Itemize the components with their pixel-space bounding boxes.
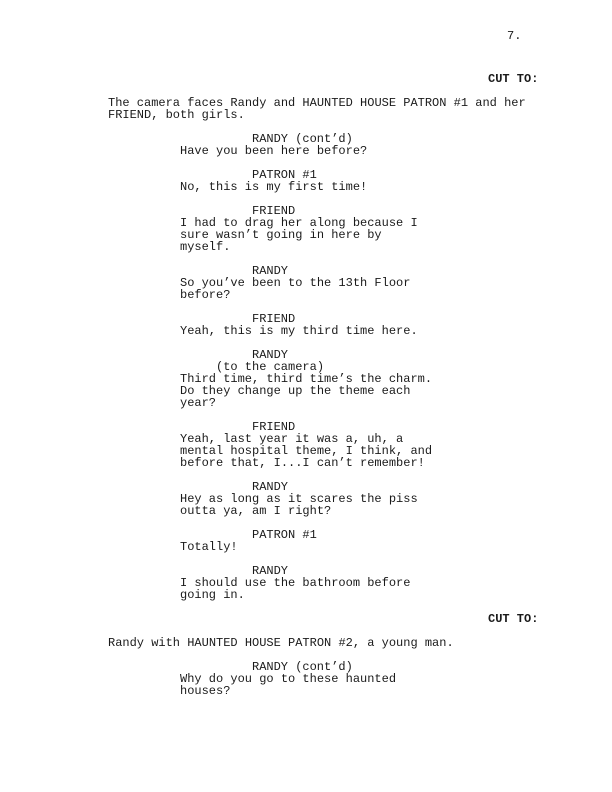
- dialogue-line: year?: [180, 396, 217, 410]
- dialogue-line: myself.: [180, 240, 231, 254]
- parenthetical: (to the camera): [216, 360, 325, 374]
- dialogue-line: outta ya, am I right?: [180, 504, 332, 518]
- dialogue-line: Have you been here before?: [180, 144, 368, 158]
- page-number: 7.: [507, 29, 522, 43]
- dialogue-line: Why do you go to these haunted: [180, 672, 397, 686]
- character-name: FRIEND: [252, 312, 296, 326]
- action-line: FRIEND, both girls.: [108, 108, 245, 122]
- dialogue-line: I should use the bathroom before: [180, 576, 411, 590]
- action-line: The camera faces Randy and HAUNTED HOUSE PATRON #1 and her: [108, 96, 526, 110]
- character-name: RANDY: [252, 348, 289, 362]
- dialogue-line: Yeah, this is my third time here.: [180, 324, 418, 338]
- action-line: Randy with HAUNTED HOUSE PATRON #2, a young man.: [108, 636, 454, 650]
- character-name: PATRON #1: [252, 528, 317, 542]
- dialogue-line: Hey as long as it scares the piss: [180, 492, 418, 506]
- character-name: RANDY: [252, 264, 289, 278]
- transition-cut-to: CUT TO:: [488, 612, 539, 626]
- dialogue-line: Do they change up the theme each: [180, 384, 411, 398]
- dialogue-line: before that, I...I can’t remember!: [180, 456, 425, 470]
- character-name: RANDY: [252, 480, 289, 494]
- dialogue-line: before?: [180, 288, 231, 302]
- dialogue-line: mental hospital theme, I think, and: [180, 444, 433, 458]
- dialogue-line: Yeah, last year it was a, uh, a: [180, 432, 404, 446]
- character-name: FRIEND: [252, 420, 296, 434]
- dialogue-line: houses?: [180, 684, 231, 698]
- dialogue-line: sure wasn’t going in here by: [180, 228, 382, 242]
- dialogue-line: going in.: [180, 588, 245, 602]
- dialogue-line: I had to drag her along because I: [180, 216, 418, 230]
- transition-cut-to: CUT TO:: [488, 72, 539, 86]
- character-name: RANDY: [252, 564, 289, 578]
- dialogue-line: Totally!: [180, 540, 238, 554]
- character-name: FRIEND: [252, 204, 296, 218]
- dialogue-line: So you’ve been to the 13th Floor: [180, 276, 411, 290]
- dialogue-line: No, this is my first time!: [180, 180, 368, 194]
- character-name: PATRON #1: [252, 168, 317, 182]
- dialogue-line: Third time, third time’s the charm.: [180, 372, 433, 386]
- character-name: RANDY (cont’d): [252, 660, 353, 674]
- character-name: RANDY (cont’d): [252, 132, 353, 146]
